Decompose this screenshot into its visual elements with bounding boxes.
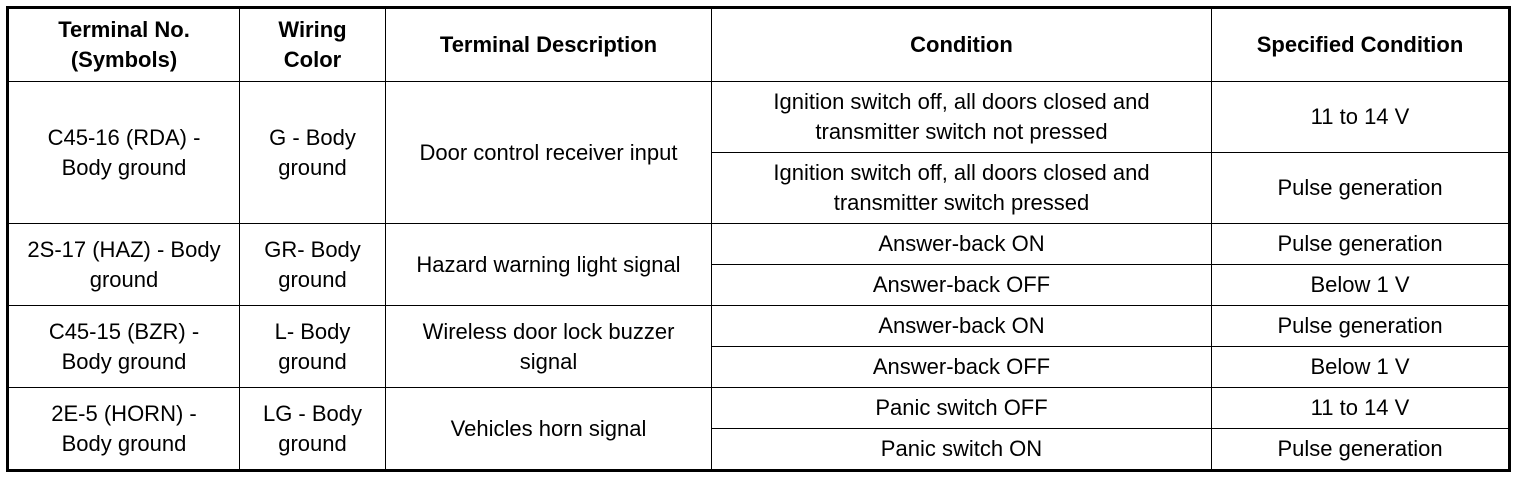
header-condition: Condition [712, 8, 1212, 82]
specified-condition-cell: 11 to 14 V [1212, 388, 1510, 429]
condition-cell: Answer-back OFF [712, 347, 1212, 388]
table-row [8, 306, 1510, 347]
condition-cell: Panic switch OFF [712, 388, 1212, 429]
specified-condition-cell: Pulse generation [1212, 153, 1510, 224]
specified-condition-cell: Pulse generation [1212, 306, 1510, 347]
wiring-color-cell: G - Body ground [240, 82, 386, 224]
wiring-color-cell: L- Body ground [240, 306, 386, 388]
header-terminal-description: Terminal Description [386, 8, 712, 82]
table-row [8, 82, 1510, 153]
terminal-spec-table [6, 6, 1511, 472]
header-row [8, 8, 1510, 82]
table-row [8, 224, 1510, 265]
terminal-cell: C45-16 (RDA) - Body ground [8, 82, 240, 224]
header-terminal-no: Terminal No. (Symbols) [8, 8, 240, 82]
terminal-cell: 2S-17 (HAZ) - Body ground [8, 224, 240, 306]
condition-cell: Ignition switch off, all doors closed and transmitter switch pressed [712, 153, 1212, 224]
wiring-color-cell: GR- Body ground [240, 224, 386, 306]
specified-condition-cell: Pulse generation [1212, 429, 1510, 471]
condition-cell: Ignition switch off, all doors closed and transmitter switch not pressed [712, 82, 1212, 153]
specified-condition-cell: Below 1 V [1212, 265, 1510, 306]
specified-condition-cell: Below 1 V [1212, 347, 1510, 388]
header-specified-condition: Specified Condition [1212, 8, 1510, 82]
condition-cell: Answer-back OFF [712, 265, 1212, 306]
description-cell: Vehicles horn signal [386, 388, 712, 471]
specified-condition-cell: Pulse generation [1212, 224, 1510, 265]
condition-cell: Panic switch ON [712, 429, 1212, 471]
table-row [8, 388, 1510, 429]
condition-cell: Answer-back ON [712, 224, 1212, 265]
description-cell: Door control receiver input [386, 82, 712, 224]
description-cell: Wireless door lock buzzer signal [386, 306, 712, 388]
terminal-cell: 2E-5 (HORN) - Body ground [8, 388, 240, 471]
header-wiring-color: Wiring Color [240, 8, 386, 82]
description-cell: Hazard warning light signal [386, 224, 712, 306]
terminal-cell: C45-15 (BZR) - Body ground [8, 306, 240, 388]
wiring-color-cell: LG - Body ground [240, 388, 386, 471]
condition-cell: Answer-back ON [712, 306, 1212, 347]
specified-condition-cell: 11 to 14 V [1212, 82, 1510, 153]
